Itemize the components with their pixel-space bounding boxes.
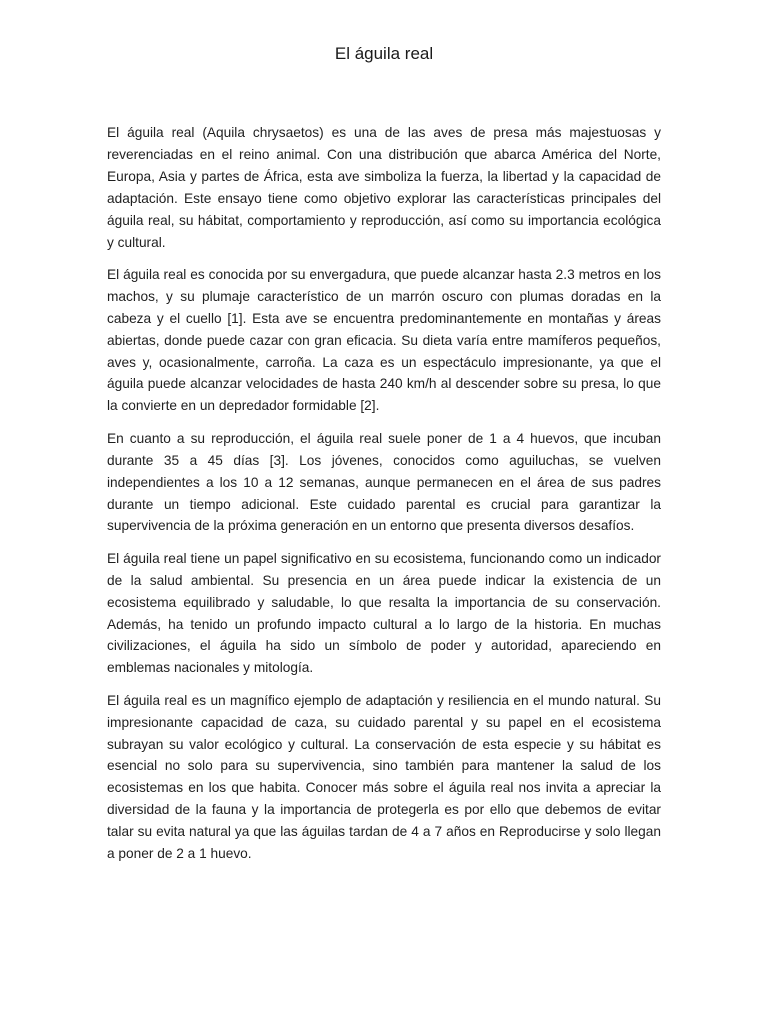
paragraph-introduction: El águila real (Aquila chrysaetos) es una de las aves de presa más majestuosas y reverenciadas en el reino animal. Con una distribución que abarca América del Norte, Europa, Asia y partes de África, esta ave simboliza la fuerza, la libertad y la capacidad de adaptación. Este ensayo tiene como objetivo explorar las características principales del águila real, su hábitat, comportamiento y reproducción, así como su importancia ecológica y cultural. [107,125,661,250]
paragraph-ecological-role: El águila real tiene un papel significativo en su ecosistema, funcionando como un indicador de la salud ambiental. Su presencia en un área puede indicar la existencia de un ecosistema equilibrado y saludable, lo que resalta la importancia de su conservación. Además, ha tenido un profundo impacto cultural a lo largo de la historia. En muchas civilizaciones, el águila ha sido un símbolo de poder y autoridad, apareciendo en emblemas nacionales y mitología. [107,550,661,676]
paragraph-conclusion: El águila real es un magnífico ejemplo de adaptación y resiliencia en el mundo natural. Su impresionante capacidad de caza, su cuidado parental y su papel en el ecosistema subrayan su valor ecológico y cultural. La conservación de esta especie y su hábitat es esencial no solo para su supervivencia, sino también para mantener la salud de los ecosistemas en los que habita. Conocer más sobre el águila real nos invita a apreciar la diversidad de la fauna y la importancia de protegerla es por ello que debemos de evitar talar su evita natural ya que las águilas tardan de 4 a 7 años en Reproducirse y solo llegan a poner de 2 a 1 huevo. [107,692,661,862]
document-title: El águila real [334,44,434,63]
paragraph-characteristics: El águila real es conocida por su envergadura, que puede alcanzar hasta 2.3 metros en los machos, y su plumaje característico de un marrón oscuro con plumas doradas en la cabeza y el cuello [1]. Esta ave se encuentra predominantemente en montañas y áreas abiertas, donde puede cazar con gran eficacia. Su dieta varía entre mamíferos pequeños, aves y, ocasionalmente, carroña. La caza es un espectáculo impresionante, ya que el águila puede alcanzar velocidades de hasta 240 km/h al descender sobre su presa, lo que la convierte en un depredador formidable [2]. [107,266,661,414]
document-body [107,122,661,876]
paragraph-reproduction: En cuanto a su reproducción, el águila real suele poner de 1 a 4 huevos, que incuban durante 35 a 45 días [3]. Los jóvenes, conocidos como aguiluchas, se vuelven independientes a los 10 a 12 semanas, aunque permanecen en el área de sus padres durante un tiempo adicional. Este cuidado parental es crucial para garantizar la supervivencia de la próxima generación en un entorno que presenta diversos desafíos. [107,430,661,534]
